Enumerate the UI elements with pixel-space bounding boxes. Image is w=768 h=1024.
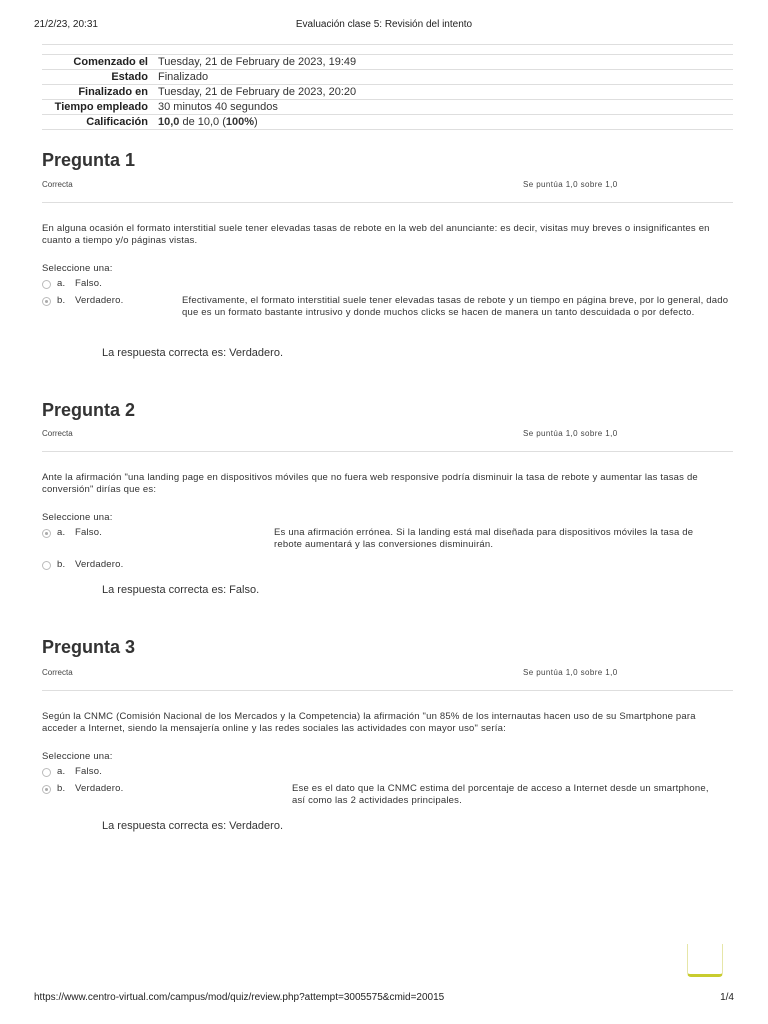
question-info	[42, 180, 733, 196]
grade-score: 10,0	[158, 116, 180, 128]
question-mark: Se puntúa 1,0 sobre 1,0	[523, 668, 618, 677]
option-letter: b.	[57, 783, 66, 794]
question-divider	[42, 202, 733, 203]
question-divider	[42, 690, 733, 691]
option-letter: a.	[57, 527, 66, 538]
question-divider	[42, 451, 733, 452]
question-1	[42, 148, 733, 359]
option-a[interactable]	[42, 278, 733, 295]
option-letter: b.	[57, 559, 66, 570]
option-label: Verdadero.	[75, 783, 124, 794]
question-info	[42, 668, 733, 684]
radio-button[interactable]	[42, 561, 51, 570]
question-state: Correcta	[42, 429, 73, 438]
radio-button[interactable]	[42, 768, 51, 777]
question-text: Según la CNMC (Comisión Nacional de los Mercados y la Competencia) la afirmación "un 85% de los internautas hacen uso de su Smartphone para acceder a Internet, siendo la mensajería online y las redes sociales las actividades con mayor uso" sería:	[42, 711, 696, 734]
option-label: Falso.	[75, 278, 103, 289]
question-title: Pregunta 2	[42, 400, 136, 420]
radio-button[interactable]	[42, 280, 51, 289]
question-text: En alguna ocasión el formato interstitial suele tener elevadas tasas de rebote en la web del anunciante: es decir, visitas muy breves o insignificantes en cuanto a tiempo y/o páginas vistas.	[42, 223, 710, 246]
print-url: https://www.centro-virtual.com/campus/mod/quiz/review.php?attempt=3005575&cmid=20015	[34, 992, 445, 1003]
correct-answer: La respuesta correcta es: Verdadero.	[102, 820, 283, 832]
summary-label: Comenzado el	[73, 56, 148, 68]
print-datetime: 21/2/23, 20:31	[34, 19, 98, 30]
question-prompt: Seleccione una:	[42, 512, 113, 523]
option-letter: a.	[57, 278, 66, 289]
question-text: Ante la afirmación "una landing page en dispositivos móviles que no fuera web responsive podría disminuir la tasa de rebote y aumentar las tasas de conversión" dirías que es:	[42, 472, 698, 495]
grade-percent: 100%	[225, 116, 255, 128]
question-mark: Se puntúa 1,0 sobre 1,0	[523, 180, 618, 189]
option-label: Verdadero.	[75, 559, 124, 570]
option-b[interactable]	[42, 295, 733, 347]
summary-row-grade	[42, 115, 733, 130]
question-2	[42, 398, 733, 596]
option-b[interactable]	[42, 559, 733, 584]
option-a[interactable]	[42, 766, 733, 783]
grade-of: de 10,0 (	[179, 116, 226, 128]
summary-row-time-taken	[42, 100, 733, 115]
option-letter: b.	[57, 295, 66, 306]
question-prompt: Seleccione una:	[42, 263, 113, 274]
question-3	[42, 635, 733, 832]
question-title: Pregunta 3	[42, 637, 136, 657]
option-a[interactable]	[42, 527, 733, 559]
option-feedback: Ese es el dato que la CNMC estima del porcentaje de acceso a Internet desde un smartphone, así como las 2 actividades principales.	[292, 783, 709, 806]
option-label: Verdadero.	[75, 295, 124, 306]
option-feedback: Es una afirmación errónea. Si la landing está mal diseñada para dispositivos móviles la tasa de rebote aumentará y las conversiones disminuirán.	[274, 527, 694, 550]
summary-value: Finalizado	[158, 71, 209, 83]
summary-label: Tiempo empleado	[54, 101, 148, 113]
summary-row-completed	[42, 85, 733, 100]
grade-value	[154, 115, 258, 129]
summary-value: Tuesday, 21 de February de 2023, 20:20	[158, 86, 357, 98]
radio-button-selected[interactable]	[42, 785, 51, 794]
summary-value: Tuesday, 21 de February de 2023, 19:49	[158, 56, 357, 68]
summary-value: 30 minutos 40 segundos	[158, 101, 278, 113]
grade-close: )	[254, 116, 258, 128]
correct-answer: La respuesta correcta es: Falso.	[102, 584, 260, 596]
summary-row-state	[42, 70, 733, 85]
attempt-summary-table	[42, 44, 733, 130]
print-page-title: Evaluación clase 5: Revisión del intento	[295, 19, 473, 30]
radio-button-selected[interactable]	[42, 529, 51, 538]
option-label: Falso.	[75, 766, 103, 777]
option-feedback: Efectivamente, el formato interstitial suele tener elevadas tasas de rebote y un tiempo en página breve, por lo general, dado que es un formato bastante intrusivo y donde muchos clicks se hacen de manera un tanto descuidada o por defecto.	[182, 295, 729, 318]
question-info	[42, 429, 733, 445]
summary-label: Estado	[111, 71, 148, 83]
option-label: Falso.	[75, 527, 103, 538]
question-mark: Se puntúa 1,0 sobre 1,0	[523, 429, 618, 438]
correct-answer: La respuesta correcta es: Verdadero.	[102, 347, 283, 359]
question-prompt: Seleccione una:	[42, 751, 113, 762]
option-letter: a.	[57, 766, 66, 777]
question-title: Pregunta 1	[42, 150, 136, 170]
page-number: 1/4	[720, 992, 734, 1003]
summary-label: Calificación	[86, 116, 148, 128]
summary-row-started	[42, 55, 733, 70]
question-state: Correcta	[42, 180, 73, 189]
summary-label: Finalizado en	[78, 86, 148, 98]
radio-button-selected[interactable]	[42, 297, 51, 306]
decorative-corner-mark	[687, 944, 723, 977]
option-b[interactable]	[42, 783, 733, 820]
question-state: Correcta	[42, 668, 73, 677]
